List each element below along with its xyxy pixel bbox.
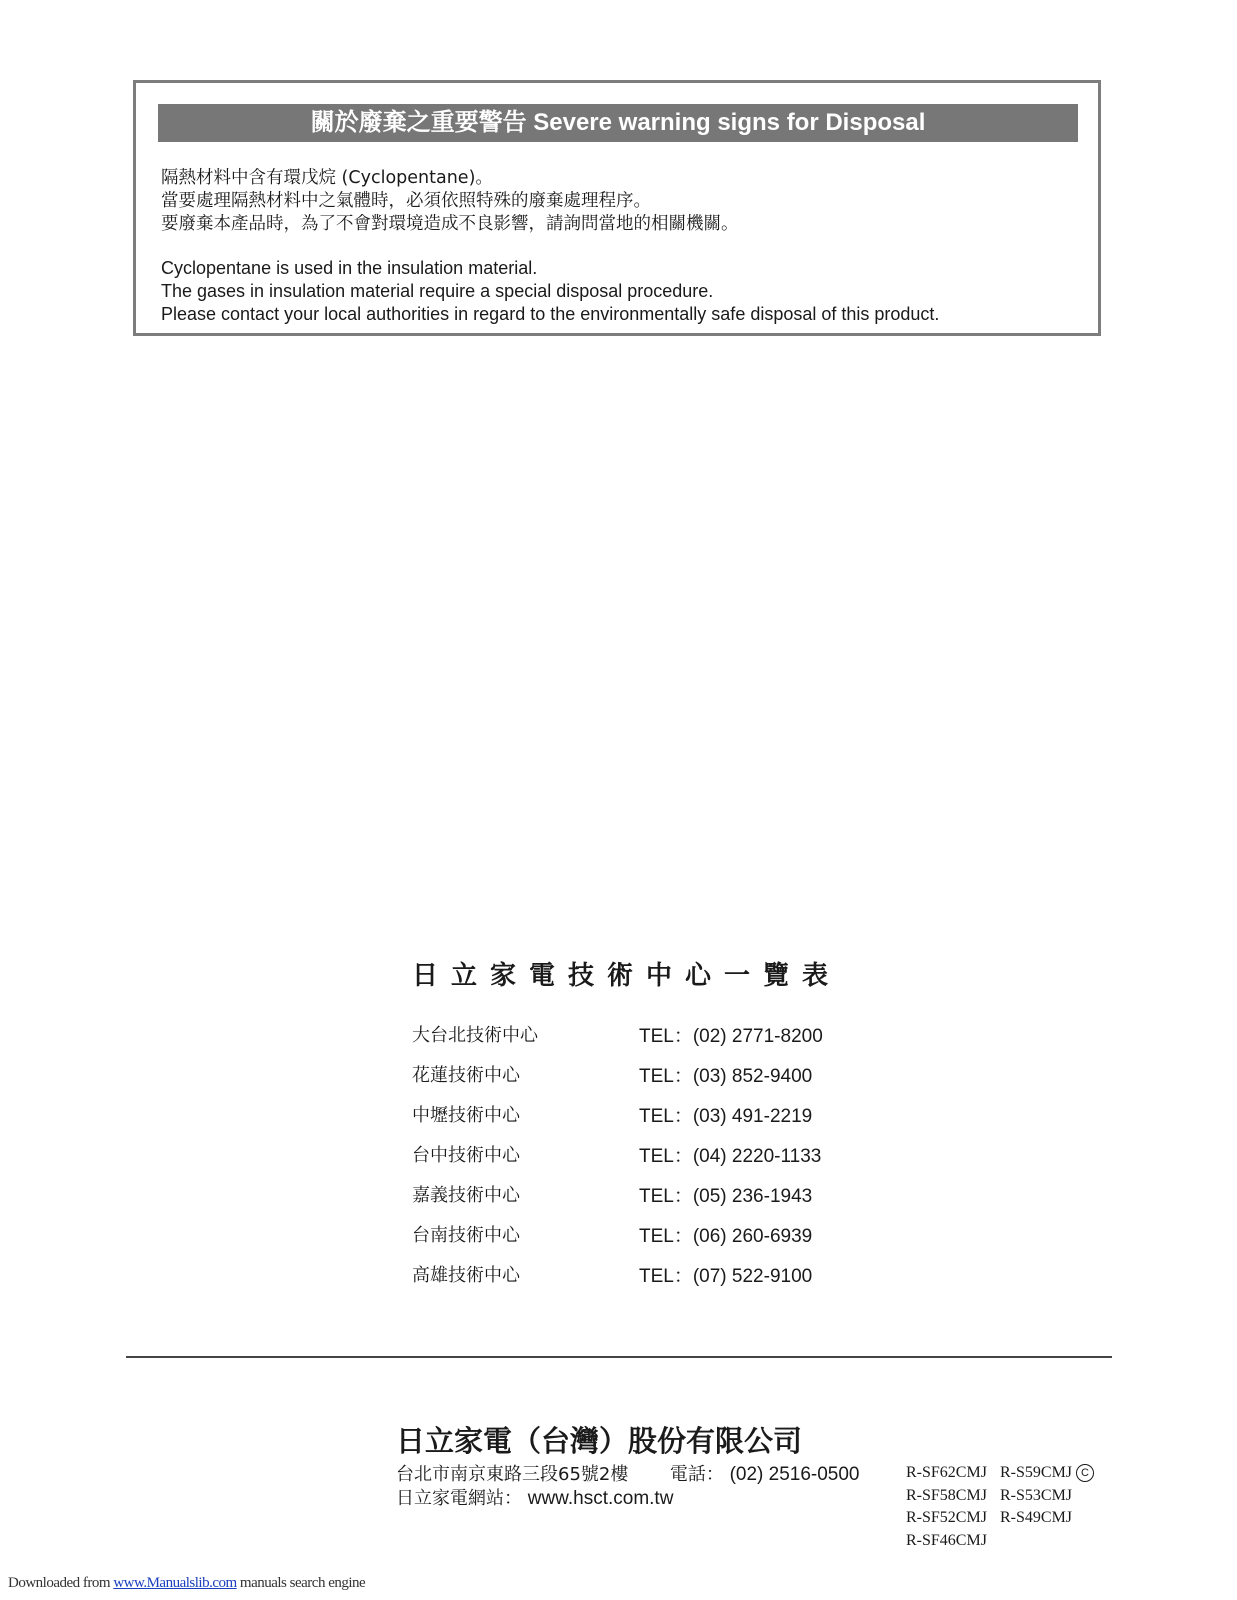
warning-zh-line: 當要處理隔熱材料中之氣體時，必須依照特殊的廢棄處理程序。	[161, 191, 651, 211]
company-website-label: 日立家電網站：	[396, 1488, 522, 1509]
service-center-row	[412, 1021, 832, 1047]
warning-english-text	[161, 257, 1081, 326]
model-number: R-S49CMJ	[1000, 1509, 1073, 1526]
model-number: R-S53CMJ	[1000, 1486, 1073, 1504]
download-footer	[8, 1575, 365, 1592]
warning-chinese-text	[161, 167, 1081, 236]
model-row	[906, 1485, 1106, 1508]
company-name: 日立家電（台灣）股份有限公司	[396, 1424, 803, 1458]
service-center-name: 大台北技術中心	[412, 1025, 538, 1046]
warning-en-line: The gases in insulation material require a special disposal procedure.	[161, 281, 714, 301]
service-center-name: 台中技術中心	[412, 1145, 520, 1166]
service-center-row	[412, 1101, 832, 1127]
company-website: www.hsct.com.tw	[527, 1488, 674, 1509]
service-center-name: 高雄技術中心	[412, 1265, 520, 1286]
model-number: R-SF46CMJ	[906, 1531, 987, 1549]
service-center-row	[412, 1181, 832, 1207]
disposal-warning-box	[133, 80, 1101, 336]
warning-title: 關於廢棄之重要警告 Severe warning signs for Disposal	[158, 104, 1078, 142]
model-number: R-SF52CMJ	[906, 1509, 987, 1526]
service-center-tel: TEL：(07) 522-9100	[639, 1266, 813, 1287]
footer-suffix: manuals search engine	[236, 1575, 366, 1591]
service-center-name: 花蓮技術中心	[412, 1065, 520, 1086]
service-center-name: 台南技術中心	[412, 1225, 520, 1246]
model-row	[906, 1530, 1106, 1553]
warning-en-line: Cyclopentane is used in the insulation material.	[161, 258, 538, 278]
model-row	[906, 1507, 1106, 1530]
warning-zh-line: 要廢棄本產品時，為了不會對環境造成不良影響，請詢問當地的相關機關。	[161, 214, 739, 234]
model-number: R-S59CMJ	[1000, 1464, 1073, 1481]
service-centers-title: 日立家電技術中心一覽表	[412, 961, 842, 991]
circled-c-mark-icon: C	[1076, 1464, 1094, 1482]
service-center-row	[412, 1141, 832, 1167]
service-center-row	[412, 1061, 832, 1087]
footer-prefix: Downloaded from	[8, 1575, 114, 1591]
warning-zh-line: 隔熱材料中含有環戊烷 (Cyclopentane)。	[161, 168, 493, 188]
service-center-tel: TEL：(04) 2220-1133	[639, 1146, 822, 1167]
model-list	[906, 1462, 1106, 1552]
service-center-name: 中壢技術中心	[412, 1105, 520, 1126]
manualslib-link[interactable]: www.Manualslib.com	[113, 1575, 237, 1591]
service-center-tel: TEL：(02) 2771-8200	[639, 1026, 823, 1047]
company-address-line	[396, 1460, 860, 1486]
service-center-tel: TEL：(05) 236-1943	[639, 1186, 813, 1207]
model-number: R-SF62CMJ	[906, 1464, 987, 1481]
horizontal-divider	[126, 1356, 1112, 1358]
warning-en-line: Please contact your local authorities in regard to the environmentally safe disposal of this product.	[161, 304, 940, 324]
service-center-row	[412, 1261, 832, 1287]
service-center-row	[412, 1221, 832, 1247]
company-address: 台北市南京東路三段65號2樓	[396, 1464, 629, 1485]
company-phone-label: 電話：	[669, 1464, 724, 1485]
company-website-line	[396, 1484, 673, 1510]
model-row	[906, 1462, 1106, 1485]
service-center-name: 嘉義技術中心	[412, 1185, 520, 1206]
model-number: R-SF58CMJ	[906, 1486, 987, 1504]
service-center-tel: TEL：(03) 491-2219	[639, 1106, 813, 1127]
service-center-tel: TEL：(03) 852-9400	[639, 1066, 813, 1087]
company-phone: (02) 2516-0500	[729, 1464, 860, 1485]
service-center-tel: TEL：(06) 260-6939	[639, 1226, 813, 1247]
